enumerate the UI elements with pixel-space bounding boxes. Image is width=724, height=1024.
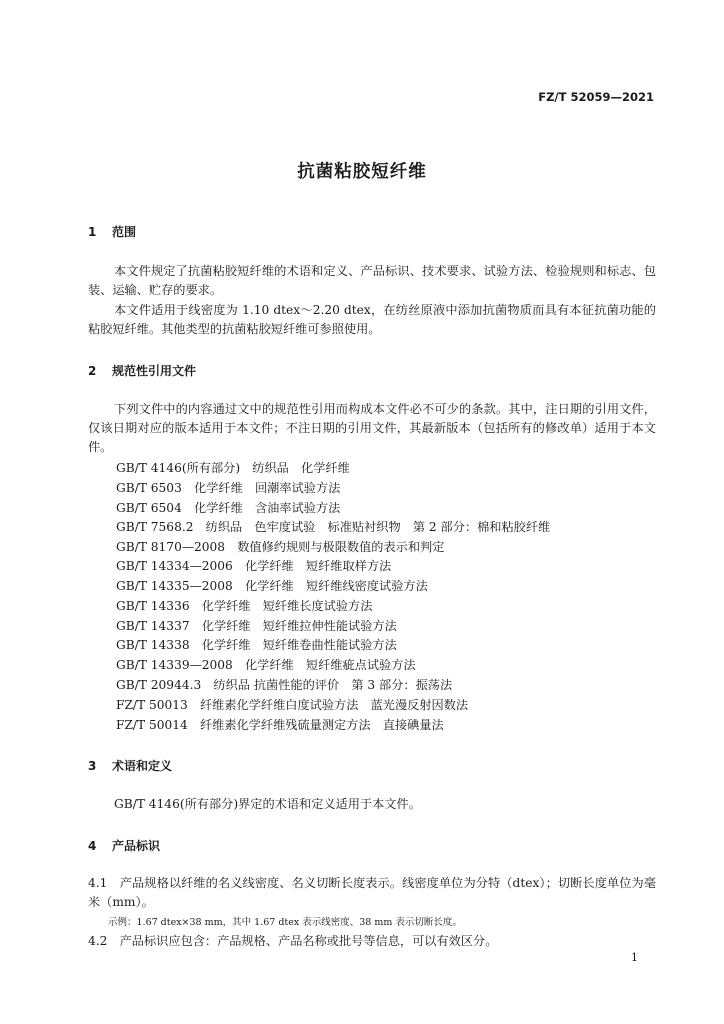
section-number: 1 xyxy=(88,225,97,239)
reference-item: GB/T 6503 化学纤维 回潮率试验方法 xyxy=(116,481,341,495)
section-1-paragraph-2: 本文件适用于线密度为 1.10 dtex～2.20 dtex，在纺丝原液中添加抗菌物质而具有本征抗菌功能的粘胶短纤维。其他类型的抗菌粘胶短纤维可参照使用。 xyxy=(88,303,656,337)
clause-4-1: 4.1 产品规格以纤维的名义线密度、名义切断长度表示。线密度单位为分特（dtex）；切断长度单位为毫米（mm）。 xyxy=(88,876,656,910)
clause-4-2: 4.2 产品标识应包含：产品规格、产品名称或批号等信息，可以有效区分。 xyxy=(88,934,498,948)
reference-item: GB/T 14334—2006 化学纤维 短纤维取样方法 xyxy=(116,559,392,573)
reference-item: GB/T 4146(所有部分) 纺织品 化学纤维 xyxy=(116,461,350,475)
reference-item: GB/T 14338 化学纤维 短纤维卷曲性能试验方法 xyxy=(116,638,397,652)
section-title: 范围 xyxy=(112,225,137,239)
section-title: 术语和定义 xyxy=(112,759,173,773)
section-number: 2 xyxy=(88,364,97,378)
section-4-heading xyxy=(88,837,160,854)
section-3-paragraph-1: GB/T 4146(所有部分)界定的术语和定义适用于本文件。 xyxy=(114,797,421,811)
reference-item: GB/T 14337 化学纤维 短纤维拉伸性能试验方法 xyxy=(116,619,397,633)
page-number: 1 xyxy=(631,951,638,964)
document-title: 抗菌粘胶短纤维 xyxy=(297,162,427,182)
section-number: 3 xyxy=(88,759,97,773)
reference-item: GB/T 14335—2008 化学纤维 短纤维线密度试验方法 xyxy=(116,579,428,593)
section-3-heading xyxy=(88,757,172,774)
section-number: 4 xyxy=(88,839,97,853)
reference-item: GB/T 14339—2008 化学纤维 短纤维疵点试验方法 xyxy=(116,658,416,672)
standard-number: FZ/T 52059—2021 xyxy=(538,90,654,104)
reference-item: FZ/T 50014 纤维素化学纤维残硫量测定方法 直接碘量法 xyxy=(116,718,444,732)
section-2-heading xyxy=(88,362,196,379)
reference-item: GB/T 8170—2008 数值修约规则与极限数值的表示和判定 xyxy=(116,540,445,554)
reference-item: FZ/T 50013 纤维素化学纤维白度试验方法 蓝光漫反射因数法 xyxy=(116,698,469,712)
reference-item: GB/T 14336 化学纤维 短纤维长度试验方法 xyxy=(116,599,373,613)
reference-item: GB/T 7568.2 纺织品 色牢度试验 标准贴衬织物 第 2 部分：棉和粘胶纤维 xyxy=(116,520,551,534)
section-2-paragraph-1: 下列文件中的内容通过文中的规范性引用而构成本文件必不可少的条款。其中，注日期的引用文件，仅该日期对应的版本适用于本文件；不注日期的引用文件，其最新版本（包括所有的修改单）适用于本文件。 xyxy=(88,402,656,455)
section-1-paragraph-1: 本文件规定了抗菌粘胶短纤维的术语和定义、产品标识、技术要求、试验方法、检验规则和标志、包装、运输、贮存的要求。 xyxy=(88,264,656,298)
section-title: 产品标识 xyxy=(112,839,161,853)
reference-item: GB/T 20944.3 纺织品 抗菌性能的评价 第 3 部分：振荡法 xyxy=(116,678,453,692)
section-title: 规范性引用文件 xyxy=(112,364,197,378)
example-note: 示例：1.67 dtex×38 mm，其中 1.67 dtex 表示线密度、38 mm 表示切断长度。 xyxy=(108,917,462,928)
section-1-heading xyxy=(88,223,136,240)
reference-item: GB/T 6504 化学纤维 含油率试验方法 xyxy=(116,501,341,515)
